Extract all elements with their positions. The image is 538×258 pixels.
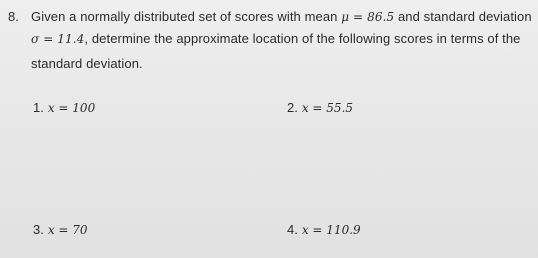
problem-statement-line-3 [31,56,143,71]
sub-question-3 [33,222,88,237]
statement-text: and standard deviation [394,9,532,24]
problem-statement-line-2 [31,31,521,46]
mean-expression: μ = 86.5 [341,10,395,24]
sub-question-1 [33,100,95,115]
sub-question-number: 2. [287,100,298,115]
score-expression: x = 100 [47,101,96,115]
sub-question-4 [287,222,361,237]
problem-statement-line-1 [31,9,532,24]
statement-text: , determine the approximate location of the following scores in terms of the [84,31,521,46]
statement-text: standard deviation. [31,56,143,71]
sub-question-number: 4. [287,222,298,237]
score-expression: x = 110.9 [301,223,361,237]
sub-question-2 [287,100,353,115]
sd-expression: σ = 11.4 [31,32,85,46]
sub-question-number: 1. [33,100,44,115]
score-expression: x = 70 [47,223,88,237]
score-expression: x = 55.5 [301,101,354,115]
statement-text: Given a normally distributed set of scores with mean [31,9,342,24]
problem-number: 8. [8,9,19,24]
sub-question-number: 3. [33,222,44,237]
